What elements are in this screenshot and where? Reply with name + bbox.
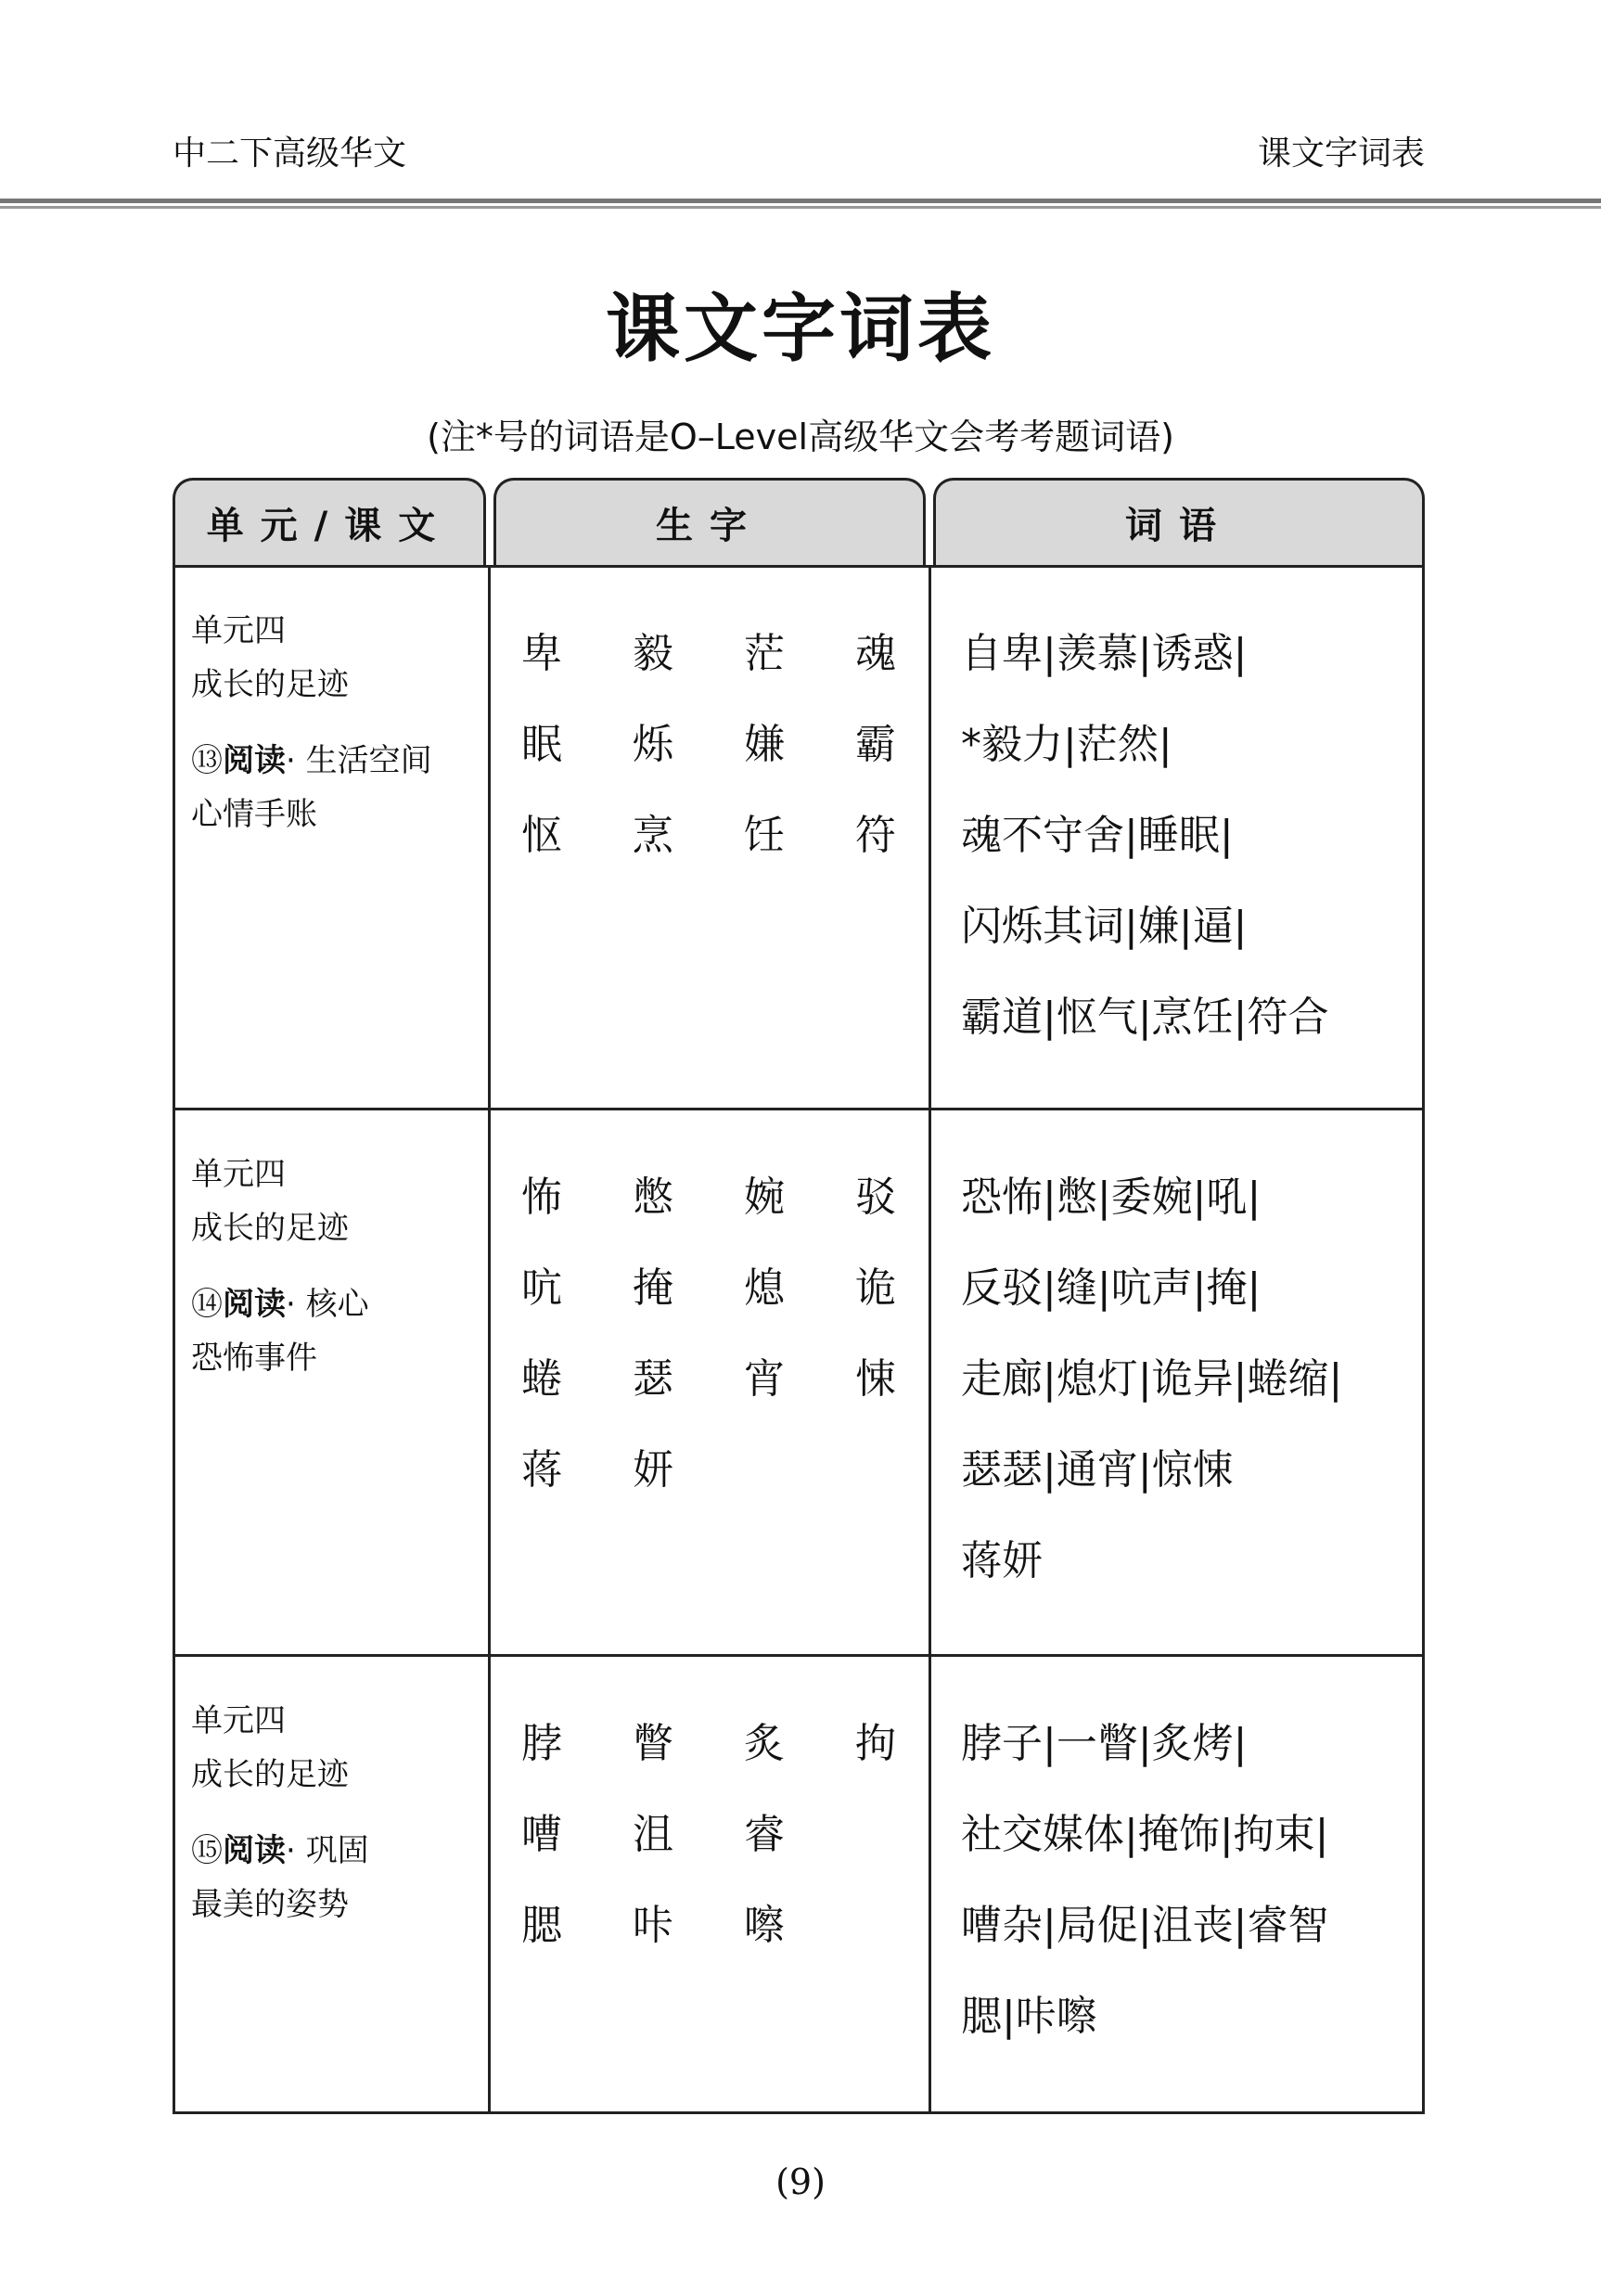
note: (注*号的词语是O–Level高级华文会考考题词语) xyxy=(427,417,1174,457)
character: 魂 xyxy=(855,630,896,677)
character: 茫 xyxy=(744,630,785,677)
lesson-number: ⑮ xyxy=(191,1832,223,1869)
vocabulary-line: 嘈杂|局促|沮丧|睿智 xyxy=(961,1902,1329,1949)
character: 驳 xyxy=(855,1174,896,1221)
vocabulary-line: 闪烁其词|嫌|逼| xyxy=(961,903,1248,950)
character: 嫌 xyxy=(744,721,785,768)
character: 蒋 xyxy=(521,1446,562,1494)
lesson-type: 阅读 xyxy=(223,742,286,779)
lesson-heading xyxy=(191,734,432,788)
character: 烹 xyxy=(633,812,673,859)
lesson-title: 恐怖事件 xyxy=(191,1340,317,1377)
vocabulary-line: 腮|咔嚓 xyxy=(961,1993,1097,2040)
character: 诡 xyxy=(855,1264,896,1312)
character: 拘 xyxy=(855,1720,896,1767)
vocabulary-line: 自卑|羡慕|诱惑| xyxy=(961,630,1248,677)
character: 符 xyxy=(855,812,896,859)
vocabulary-line: 瑟瑟|通宵|惊悚 xyxy=(961,1446,1234,1494)
column-header-chars: 生字 xyxy=(493,478,926,565)
character: 毅 xyxy=(633,630,673,677)
character: 妍 xyxy=(633,1446,673,1494)
new-characters xyxy=(486,1699,931,1971)
character: 婉 xyxy=(744,1174,785,1221)
vocabulary-line: 走廊|熄灯|诡异|蜷缩| xyxy=(961,1355,1343,1403)
lesson-heading xyxy=(191,1277,369,1331)
new-characters xyxy=(486,609,931,881)
character xyxy=(820,1789,931,1880)
character: 憋 xyxy=(633,1174,673,1221)
character: 咔 xyxy=(633,1902,673,1949)
header-section-title: 课文字词表 xyxy=(1257,135,1425,173)
vocabulary-list xyxy=(961,1152,1342,1607)
row-divider xyxy=(173,1108,1425,1110)
vocabulary-list xyxy=(961,1699,1328,2062)
unit-title: 成长的足迹 xyxy=(191,1210,349,1247)
vocabulary-line: 反驳|缝|吭声|掩| xyxy=(961,1264,1262,1312)
character: 悚 xyxy=(855,1355,896,1403)
vocabulary-line: 蒋妍 xyxy=(961,1537,1043,1584)
character: 吭 xyxy=(521,1264,562,1312)
lesson-kind: · 核心 xyxy=(286,1286,369,1323)
character: 霸 xyxy=(855,721,896,768)
character xyxy=(820,1880,931,1971)
unit-label: 单元四 xyxy=(191,1702,286,1739)
character: 怖 xyxy=(521,1174,562,1221)
lesson-kind: · 生活空间 xyxy=(286,742,432,779)
character: 睿 xyxy=(744,1811,785,1858)
character: 瑟 xyxy=(633,1355,673,1403)
character: 饪 xyxy=(744,812,785,859)
unit-label: 单元四 xyxy=(191,1156,286,1193)
character: 蜷 xyxy=(521,1355,562,1403)
unit-label: 单元四 xyxy=(191,612,286,649)
lesson-heading xyxy=(191,1824,369,1878)
column-header-words: 词语 xyxy=(933,478,1425,565)
header-book-title: 中二下高级华文 xyxy=(173,135,407,173)
lesson-number: ⑭ xyxy=(191,1286,223,1323)
character: 腮 xyxy=(521,1902,562,1949)
lesson-cell xyxy=(191,604,432,841)
page-number: (9) xyxy=(775,2161,826,2202)
lesson-title: 心情手账 xyxy=(191,796,317,833)
column-header-lesson: 单元/课文 xyxy=(173,478,486,565)
character: 掩 xyxy=(633,1264,673,1312)
vocabulary-line: 霸道|怄气|烹饪|符合 xyxy=(961,994,1329,1041)
unit-title: 成长的足迹 xyxy=(191,1756,349,1793)
vocabulary-line: *毅力|茫然| xyxy=(961,721,1172,768)
lesson-number: ⑬ xyxy=(191,742,223,779)
lesson-cell xyxy=(191,1148,369,1385)
lesson-type: 阅读 xyxy=(223,1832,286,1869)
lesson-title: 最美的姿势 xyxy=(191,1886,349,1923)
new-characters xyxy=(486,1152,931,1516)
vocabulary-line: 社交媒体|掩饰|拘束| xyxy=(961,1811,1329,1858)
lesson-cell xyxy=(191,1694,369,1931)
character: 眠 xyxy=(521,721,562,768)
character: 嚓 xyxy=(744,1902,785,1949)
vocabulary-line: 魂不守舍|睡眠| xyxy=(961,812,1234,859)
character: 怄 xyxy=(521,812,562,859)
character: 卑 xyxy=(521,630,562,677)
character: 熄 xyxy=(744,1264,785,1312)
character: 炙 xyxy=(744,1720,785,1767)
vocabulary-line: 恐怖|憋|委婉|吼| xyxy=(961,1174,1262,1221)
vocabulary-line: 脖子|一瞥|炙烤| xyxy=(961,1720,1248,1767)
lesson-kind: · 巩固 xyxy=(286,1832,369,1869)
header-rule xyxy=(0,199,1601,203)
character: 脖 xyxy=(521,1720,562,1767)
page-title: 课文字词表 xyxy=(606,286,995,372)
character: 瞥 xyxy=(633,1720,673,1767)
character: 宵 xyxy=(744,1355,785,1403)
unit-title: 成长的足迹 xyxy=(191,666,349,703)
character: 烁 xyxy=(633,721,673,768)
header-rule-thin xyxy=(0,206,1601,209)
character: 嘈 xyxy=(521,1811,562,1858)
lesson-type: 阅读 xyxy=(223,1286,286,1323)
vocabulary-list xyxy=(961,609,1328,1063)
row-divider xyxy=(173,1654,1425,1657)
character: 沮 xyxy=(633,1811,673,1858)
